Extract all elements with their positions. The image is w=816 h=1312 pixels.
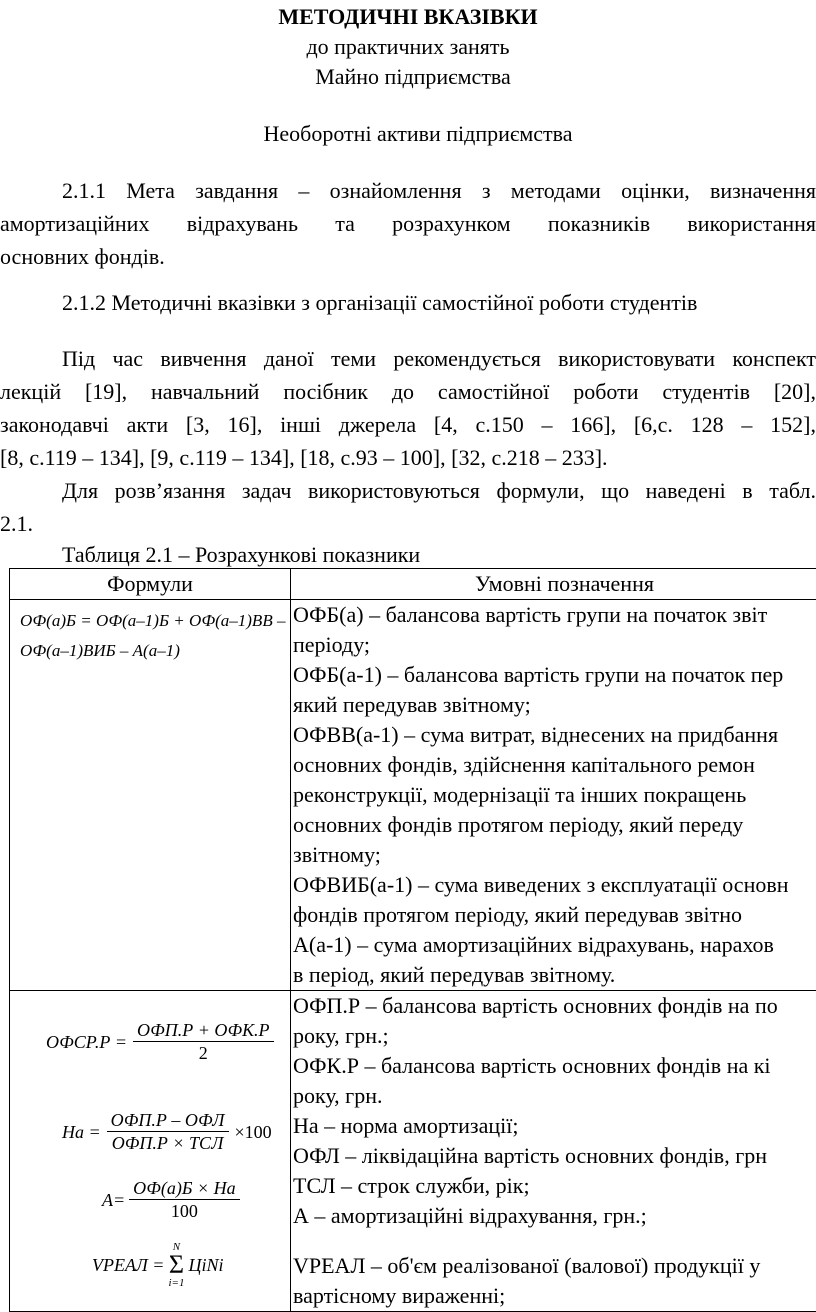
notation-line: фондів протягом періоду, який передував звітно bbox=[291, 900, 816, 930]
notation-line: вартісному вираженні; bbox=[291, 1281, 816, 1311]
column-header-formulas: Формули bbox=[10, 569, 291, 600]
sum-operator bbox=[168, 1241, 184, 1289]
notation-line: реконструкції, модернізації та інших покращень bbox=[291, 780, 816, 810]
notation-line: в період, який передував звітному. bbox=[291, 960, 816, 990]
formula-multiplier: ×100 bbox=[235, 1117, 272, 1147]
sum-upper-limit: N bbox=[173, 1241, 180, 1253]
notation-line: А(а-1) – сума амортизаційних відрахувань, нарахов bbox=[291, 930, 816, 960]
paragraph-line: 2.1. bbox=[0, 507, 816, 540]
notation-line: ОФП.Р – балансова вартість основних фондів на по bbox=[291, 991, 816, 1021]
notation-line: який передував звітному; bbox=[291, 690, 816, 720]
balance-value-formula: ОФ(а)Б = ОФ(а–1)Б + ОФ(а–1)ВВ – ОФ(а–1)ВИБ – А(а–1) bbox=[10, 600, 290, 666]
paragraph-line: [8, с.119 – 134], [9, с.119 – 134], [18, с.93 – 100], [32, с.218 – 233]. bbox=[0, 441, 816, 474]
formula-fraction bbox=[133, 1019, 273, 1064]
section-2-1-1-line: основних фондів. bbox=[0, 240, 816, 273]
notation-spacer bbox=[291, 1231, 816, 1251]
notation-line: А – амортизаційні відрахування, грн.; bbox=[291, 1201, 816, 1231]
page-subtitle: до практичних занять bbox=[0, 34, 816, 60]
notation-line: ТСЛ – строк служби, рік; bbox=[291, 1171, 816, 1201]
notation-line: ОФВВ(а-1) – сума витрат, віднесених на придбання bbox=[291, 720, 816, 750]
notation-line: ОФЛ – ліквідаційна вартість основних фондів, грн bbox=[291, 1141, 816, 1171]
sigma-symbol: Σ bbox=[169, 1253, 184, 1277]
section-2-1-1-line: амортизаційних відрахувань та розрахунком показників використання bbox=[0, 207, 816, 240]
formula-cell bbox=[10, 600, 291, 991]
average-value-formula bbox=[46, 1019, 274, 1064]
notation-line: VРЕАЛ – об'єм реалізованої (валової) продукції у bbox=[291, 1251, 816, 1281]
notation-line: На – норма амортизації; bbox=[291, 1111, 816, 1141]
notation-cell bbox=[291, 600, 816, 991]
formula-lhs: VРЕАЛ = bbox=[92, 1250, 164, 1280]
notation-line: ОФК.Р – балансова вартість основних фондів на кі bbox=[291, 1051, 816, 1081]
notation-line: ОФБ(а) – балансова вартість групи на початок звіт bbox=[291, 600, 816, 630]
notation-line: періоду; bbox=[291, 630, 816, 660]
paragraph-line: законодавчі акти [3, 16], інші джерела [4, с.150 – 166], [6,с. 128 – 152], bbox=[0, 408, 816, 441]
formula-denominator: 100 bbox=[167, 1200, 202, 1222]
formula-numerator: ОФП.Р – ОФЛ bbox=[107, 1109, 229, 1132]
recommendation-paragraph bbox=[0, 342, 816, 540]
page-title: МЕТОДИЧНІ ВКАЗІВКИ bbox=[0, 4, 816, 30]
formula-numerator: ОФП.Р + ОФК.Р bbox=[133, 1019, 273, 1042]
notation-list bbox=[291, 600, 816, 990]
formula-lhs: А= bbox=[102, 1185, 125, 1215]
formula-rhs: ЦiNi bbox=[188, 1250, 223, 1280]
formula-stack bbox=[10, 991, 290, 1291]
notation-cell bbox=[291, 991, 816, 1312]
formula-fraction bbox=[107, 1109, 229, 1154]
formula-denominator: ОФП.Р × ТСЛ bbox=[108, 1132, 228, 1154]
section-2-1-2-heading: 2.1.2 Методичні вказівки з організації самостійної роботи студентів bbox=[62, 290, 697, 316]
depreciation-norm-formula bbox=[62, 1109, 272, 1154]
notation-line: звітному; bbox=[291, 840, 816, 870]
notation-line: року, грн.; bbox=[291, 1021, 816, 1051]
table-caption: Таблиця 2.1 – Розрахункові показники bbox=[62, 542, 420, 568]
table-row bbox=[10, 991, 816, 1312]
section-2-1-1-line: 2.1.1 Мета завдання – ознайомлення з методами оцінки, визначення bbox=[0, 174, 816, 207]
formulas-table bbox=[9, 568, 816, 1312]
formula-denominator: 2 bbox=[195, 1042, 212, 1064]
section-2-1-1 bbox=[0, 174, 816, 273]
paragraph-line: лекцій [19], навчальний посібник до самостійної роботи студентів [20], bbox=[0, 375, 816, 408]
discipline-title: Майно підприємства bbox=[0, 64, 816, 90]
table-header-row bbox=[10, 569, 816, 600]
topic-title: Необоротні активи підприємства bbox=[0, 121, 816, 147]
sales-volume-formula bbox=[92, 1241, 223, 1289]
notation-line: основних фондів, здійснення капітального ремон bbox=[291, 750, 816, 780]
notation-line: ОФВИБ(а-1) – сума виведених з експлуатації основн bbox=[291, 870, 816, 900]
formula-numerator: ОФ(а)Б × На bbox=[129, 1177, 239, 1200]
notation-list bbox=[291, 991, 816, 1311]
formula-fraction bbox=[129, 1177, 239, 1222]
notation-line: ОФБ(а-1) – балансова вартість групи на початок пер bbox=[291, 660, 816, 690]
formula-lhs: ОФСР.Р = bbox=[46, 1027, 127, 1057]
sum-lower-limit: i=1 bbox=[168, 1277, 184, 1289]
notation-line: основних фондів протягом періоду, який переду bbox=[291, 810, 816, 840]
table-row bbox=[10, 600, 816, 991]
amortization-formula bbox=[102, 1177, 240, 1222]
formula-cell bbox=[10, 991, 291, 1312]
formula-lhs: На = bbox=[62, 1117, 101, 1147]
notation-line: року, грн. bbox=[291, 1081, 816, 1111]
column-header-notation: Умовні позначення bbox=[291, 569, 816, 600]
paragraph-line: Для розв’язання задач використовуються формули, що наведені в табл. bbox=[0, 474, 816, 507]
paragraph-line: Під час вивчення даної теми рекомендується використовувати конспект bbox=[0, 342, 816, 375]
